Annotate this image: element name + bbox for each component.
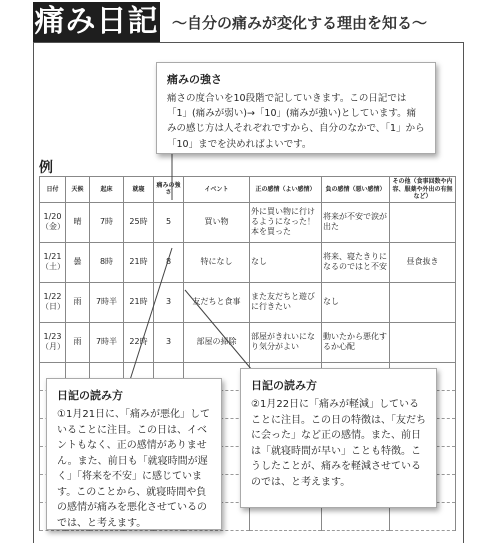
table-cell: 5 bbox=[154, 202, 184, 242]
table-cell: 3 bbox=[154, 282, 184, 322]
table-cell: 曇 bbox=[66, 242, 90, 282]
table-cell: 21時 bbox=[124, 282, 154, 322]
header-wake: 起床 bbox=[90, 177, 124, 203]
callout-pain-strength bbox=[156, 62, 436, 154]
table-cell: 買い物 bbox=[184, 202, 250, 242]
table-cell: 1/23（月） bbox=[40, 322, 66, 362]
table-cell: 特になし bbox=[184, 242, 250, 282]
callout-reading-1-body: ①1月21日に、「痛みが悪化」していることに注目。この日は、イベントもなく、正の感情がありません。また、前日も「就寝時間が遅く」「将来を不安」に感じています。このことから、就寝時間や負の感情が痛みを悪化させているのでは、と考えます。 bbox=[57, 409, 211, 529]
header-event: イベント bbox=[184, 177, 250, 203]
pointer-line-reading1 bbox=[130, 248, 172, 380]
header-other: その他（食事回数や内容、服薬や外出の有無など） bbox=[390, 177, 456, 203]
page-subtitle: ～自分の痛みが変化する理由を知る～ bbox=[172, 14, 428, 32]
callout-pain-strength-title: 痛みの強さ bbox=[167, 73, 222, 86]
table-cell: 昼食抜き bbox=[390, 242, 456, 282]
table-cell: なし bbox=[250, 242, 322, 282]
example-label: 例 bbox=[39, 160, 53, 176]
callout-reading-2-body: ②1月22日に「痛みが軽減」していることに注目。この日の特徴は、「友だちに会った」など正の感情。また、前日は「就寝時間が早い」ことも特徴。こうしたことが、痛みを軽減させているのでは、と考えます。 bbox=[251, 399, 426, 488]
table-cell: 部屋の掃除 bbox=[184, 322, 250, 362]
table-cell: 3 bbox=[154, 322, 184, 362]
table-cell: 25時 bbox=[124, 202, 154, 242]
table-cell: 1/22（日） bbox=[40, 282, 66, 322]
pointer-line-reading2 bbox=[185, 290, 252, 370]
table-cell: 7時半 bbox=[90, 282, 124, 322]
table-cell: 雨 bbox=[66, 282, 90, 322]
table-cell: 将来が不安で涙が出た bbox=[322, 202, 390, 242]
table-cell: 1/21（土） bbox=[40, 242, 66, 282]
header-date: 日付 bbox=[40, 177, 66, 203]
table-cell: 21時 bbox=[124, 242, 154, 282]
table-cell: 7時 bbox=[90, 202, 124, 242]
table-cell: 将来、寝たきりになるのではと不安 bbox=[322, 242, 390, 282]
callout-pain-strength-body: 痛さの度合いを10段階で記していきます。この日記では「1」(痛みが弱い)→「10」(痛みが強い)としています。痛みの感じ方は人それぞれですから、自分のなかで、「1」から「10」までを決めればよいです。 bbox=[167, 93, 425, 150]
table-cell: 外に買い物に行けるようになった！本を買った bbox=[250, 202, 322, 242]
table-cell: 8 bbox=[154, 242, 184, 282]
table-cell: なし bbox=[322, 282, 390, 322]
header-negative: 負の感情（悪い感情） bbox=[322, 177, 390, 203]
header-weather: 天候 bbox=[66, 177, 90, 203]
table-cell: 晴 bbox=[66, 202, 90, 242]
table-cell: また友だちと遊びに行きたい bbox=[250, 282, 322, 322]
page-title: 痛み日記 bbox=[33, 2, 160, 42]
table-cell: 動いたから悪化するか心配 bbox=[322, 322, 390, 362]
table-cell: 7時半 bbox=[90, 322, 124, 362]
table-cell: 8時 bbox=[90, 242, 124, 282]
table-cell: 雨 bbox=[66, 322, 90, 362]
callout-reading-1 bbox=[46, 378, 222, 530]
header-pain: 痛みの強さ bbox=[154, 177, 184, 203]
table-cell: 1/20（金） bbox=[40, 202, 66, 242]
callout-reading-2 bbox=[240, 368, 437, 508]
table-cell: 22時 bbox=[124, 322, 154, 362]
header-sleep: 就寝 bbox=[124, 177, 154, 203]
callout-reading-1-title: 日記の読み方 bbox=[57, 389, 123, 402]
header-positive: 正の感情（よい感情） bbox=[250, 177, 322, 203]
table-cell: 部屋がきれいになり気分がよい bbox=[250, 322, 322, 362]
callout-reading-2-title: 日記の読み方 bbox=[251, 379, 317, 392]
table-cell: 友だちと食事 bbox=[184, 282, 250, 322]
